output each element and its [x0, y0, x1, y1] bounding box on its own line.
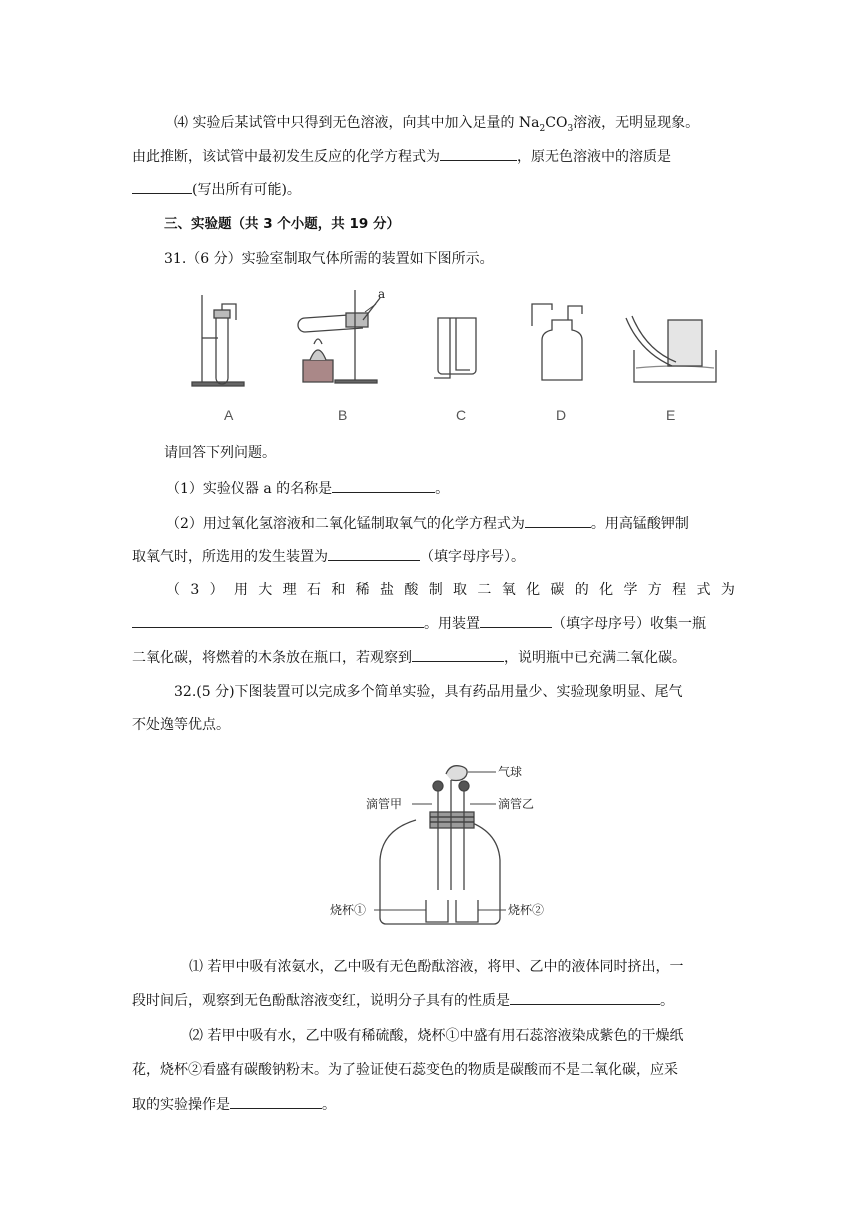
- text: 。: [435, 481, 450, 497]
- justified-char: （: [166, 582, 180, 598]
- justified-char: 为: [720, 582, 735, 598]
- q31-part2-line2: [132, 546, 525, 567]
- wide-mouth-bottle: [380, 820, 500, 924]
- q32-part1-line1: ⑴ 若甲中吸有浓氨水，乙中吸有无色酚酞溶液，将甲、乙中的液体同时挤出，一: [189, 959, 684, 975]
- justified-char: 化: [599, 582, 614, 598]
- justified-char: 石: [306, 582, 321, 598]
- text: 取的实验操作是: [132, 1097, 230, 1113]
- text: （2）用过氧化氢溶液和二氧化锰制取氧气的化学方程式为: [166, 516, 525, 532]
- justified-char: ）: [209, 582, 224, 598]
- justified-char: 大: [258, 582, 273, 598]
- justified-char: 理: [282, 582, 297, 598]
- label-dropper-yi: 滴管乙: [498, 797, 535, 811]
- text: 二氧化碳，将燃着的木条放在瓶口，若观察到: [132, 650, 412, 666]
- q31-part2-line1: [166, 513, 689, 534]
- q31-part3-line3: [132, 647, 686, 668]
- apparatus-C: [434, 318, 476, 378]
- answer-blank[interactable]: [525, 513, 591, 528]
- beaker-1: [426, 900, 448, 922]
- justified-char: 取: [453, 582, 468, 598]
- text: 。: [322, 1097, 336, 1113]
- q32-stem-line1: 32.(5 分)下图装置可以完成多个简单实验，具有药品用量少、实验现象明显、尾气: [174, 684, 683, 700]
- answer-blank[interactable]: [412, 647, 504, 662]
- figure-label-E: E: [666, 407, 676, 423]
- text: 溶液，无明显现象。: [573, 115, 700, 131]
- justified-char: 方: [647, 582, 662, 598]
- label-balloon: 气球: [498, 765, 523, 779]
- figure-label-A: A: [224, 407, 234, 423]
- justified-char: 化: [526, 582, 541, 598]
- justified-char: 式: [696, 582, 711, 598]
- answer-blank[interactable]: [132, 179, 192, 194]
- justified-char: 3: [190, 582, 200, 598]
- figure-label-D: D: [556, 407, 567, 423]
- q32-apparatus-figure: [330, 760, 570, 930]
- q30-4-line1: [174, 113, 699, 133]
- text: ，原无色溶液中的溶质是: [517, 149, 671, 165]
- label-beaker-1: 烧杯①: [330, 903, 367, 917]
- justified-char: 碳: [550, 582, 565, 598]
- answer-blank[interactable]: [480, 613, 552, 628]
- text: ⑷ 实验后某试管中只得到无色溶液，向其中加入足量的 Na: [174, 115, 540, 131]
- text: 。: [660, 993, 674, 1009]
- q32-part2-line3: [132, 1094, 336, 1115]
- justified-char: 制: [428, 582, 443, 598]
- q31-apparatus-figure: [180, 280, 720, 430]
- q32-part2-line2: 花，烧杯②看盛有碳酸钠粉末。为了验证使石蕊变色的物质是碳酸而不是二氧化碳，应采: [132, 1062, 678, 1078]
- q30-4-line2: [132, 146, 671, 167]
- figure-label-B: B: [338, 407, 348, 423]
- q31-part3-line1: [166, 580, 735, 600]
- text: (写出所有可能)。: [192, 182, 301, 198]
- justified-char: 酸: [404, 582, 419, 598]
- text: 取氧气时，所选用的发生装置为: [132, 549, 328, 565]
- pointer-label-a: a: [378, 287, 386, 301]
- text: （填字母序号）。: [420, 549, 525, 565]
- apparatus-D: [532, 304, 582, 380]
- text: ，说明瓶中已充满二氧化碳。: [504, 650, 686, 666]
- text: （填字母序号）收集一瓶: [552, 616, 706, 632]
- text: 由此推断，该试管中最初发生反应的化学方程式为: [132, 149, 440, 165]
- answer-blank[interactable]: [230, 1094, 322, 1109]
- figure-label-C: C: [456, 407, 467, 423]
- justified-char: 用: [233, 582, 248, 598]
- text: 段时间后，观察到无色酚酞溶液变红，说明分子具有的性质是: [132, 993, 510, 1009]
- answer-blank[interactable]: [332, 478, 435, 493]
- answer-blank[interactable]: [440, 146, 517, 161]
- justified-char: 程: [672, 582, 687, 598]
- q31-part3-line2: [132, 613, 706, 634]
- subscript: 2: [539, 123, 546, 134]
- label-dropper-jia: 滴管甲: [366, 797, 403, 811]
- q31-ask: 请回答下列问题。: [164, 445, 276, 461]
- beaker-2: [456, 900, 478, 922]
- justified-char: 盐: [380, 582, 395, 598]
- answer-blank[interactable]: [328, 546, 420, 561]
- subscript: 3: [567, 123, 574, 134]
- label-beaker-2: 烧杯②: [508, 903, 545, 917]
- apparatus-B: [298, 290, 380, 383]
- balloon: [446, 766, 467, 781]
- q32-stem-line2: 不处逸等优点。: [132, 717, 230, 733]
- q31-stem: 31.（6 分）实验室制取气体所需的装置如下图所示。: [164, 251, 494, 267]
- text: 。用高锰酸钾制: [590, 516, 689, 532]
- answer-blank[interactable]: [132, 613, 424, 628]
- q32-part2-line1: ⑵ 若甲中吸有水，乙中吸有稀硫酸，烧杯①中盛有用石蕊溶液染成紫色的干燥纸: [189, 1028, 684, 1044]
- justified-char: 氧: [501, 582, 516, 598]
- section-heading: 三、实验题（共 3 个小题，共 19 分）: [164, 216, 400, 232]
- rubber-stopper: [430, 812, 474, 828]
- justified-char: 二: [477, 582, 492, 598]
- text: （1）实验仪器 a 的名称是: [166, 481, 333, 497]
- answer-blank[interactable]: [510, 990, 660, 1005]
- text: 。用装置: [424, 616, 480, 632]
- justified-char: 的: [574, 582, 589, 598]
- q32-part1-line2: [132, 990, 674, 1011]
- q30-4-line3: [132, 179, 301, 200]
- apparatus-E: [626, 316, 716, 382]
- justified-char: 学: [623, 582, 638, 598]
- q31-part1: [166, 478, 449, 499]
- justified-char: 和: [331, 582, 346, 598]
- justified-char: 稀: [355, 582, 370, 598]
- text: CO: [545, 115, 568, 131]
- apparatus-A: [192, 295, 244, 386]
